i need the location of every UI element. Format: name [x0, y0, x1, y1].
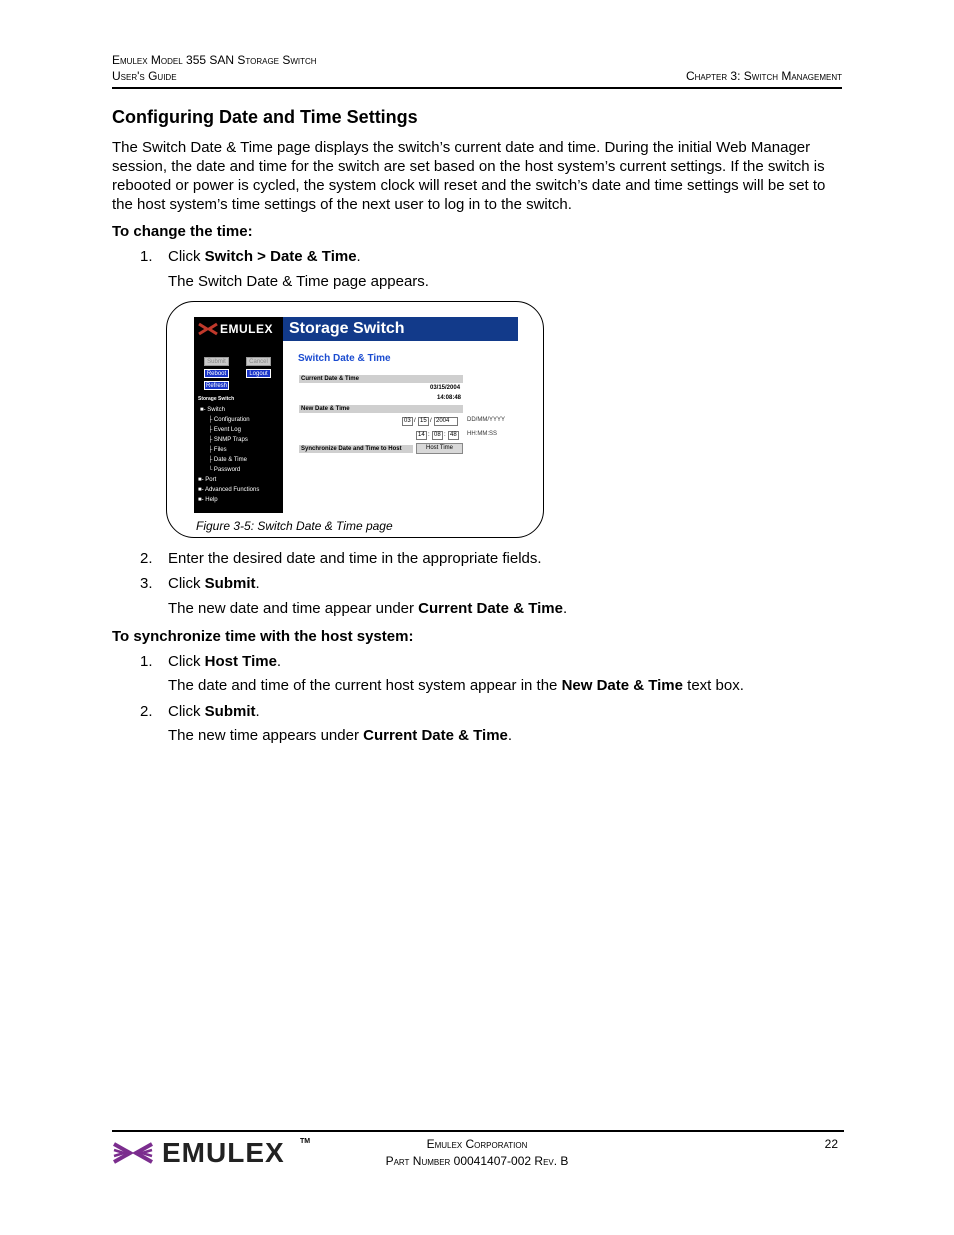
- switch-date-time-screenshot: [194, 317, 518, 513]
- page-number: 22: [824, 1137, 838, 1151]
- tree-item-files[interactable]: ├ Files: [208, 447, 227, 453]
- submit-button[interactable]: Submit: [204, 357, 229, 366]
- tree-root[interactable]: Storage Switch: [198, 396, 235, 402]
- section-title: Configuring Date and Time Settings: [112, 107, 418, 127]
- footer-part-number: Part Number 00041407-002 Rev. B: [385, 1154, 569, 1168]
- month-input[interactable]: 03: [402, 417, 413, 426]
- new-date-time-bar: New Date & Time: [299, 405, 463, 413]
- footer-logo-text: EMULEX: [162, 1137, 285, 1168]
- cancel-button[interactable]: Cancel: [246, 357, 271, 366]
- banner-logo: EMULEX: [194, 317, 283, 341]
- current-time: 14:08:48: [437, 395, 462, 401]
- second-input[interactable]: 48: [448, 431, 459, 440]
- tree-item-help[interactable]: ■- Help: [198, 497, 218, 503]
- current-date-time-bar: Current Date & Time: [299, 375, 463, 383]
- tree-item-configuration[interactable]: ├ Configuration: [208, 417, 250, 423]
- header-guide: User's Guide: [112, 69, 177, 83]
- sync-step-2-note: The new time appears under Current Date & Time.: [168, 727, 513, 744]
- date-sep-1: /: [414, 418, 416, 424]
- header-chapter: Chapter 3: Switch Management: [685, 69, 842, 83]
- change-step-3: 3. Click Submit.: [140, 575, 260, 592]
- date-sep-2: /: [430, 418, 432, 424]
- tree-item-date-time[interactable]: ├ Date & Time: [208, 457, 247, 463]
- sidebar: [194, 341, 283, 513]
- current-date: 03/15/2004: [430, 385, 461, 391]
- sync-bar: Synchronize Date and Time to Host: [299, 445, 413, 453]
- logout-button[interactable]: Logout: [246, 369, 271, 378]
- footer-logo-tm: TM: [300, 1138, 311, 1145]
- intro-paragraph: The Switch Date & Time page displays the switch’s current date and time. During the initial Web Manager session, the date and time for the switch are set based on the host system’s current settings. If the switch is rebooted or power is cycled, the system clock will reset and the switch’s date and time settings will be set to the host system’s time settings of the next user to log in to the switch.: [112, 139, 826, 213]
- year-input[interactable]: 2004: [434, 417, 458, 426]
- reboot-button[interactable]: Reboot: [204, 369, 229, 378]
- main-page-title: Switch Date & Time: [298, 353, 391, 364]
- time-sep-2: :: [444, 432, 446, 438]
- header-product: Emulex Model 355 SAN Storage Switch: [112, 53, 317, 67]
- change-step-1-note: The Switch Date & Time page appears.: [168, 273, 429, 290]
- banner: [194, 317, 518, 341]
- sync-heading: To synchronize time with the host system:: [112, 628, 414, 645]
- hour-input[interactable]: 14: [416, 431, 427, 440]
- time-format-hint: HH:MM:SS: [467, 431, 497, 437]
- footer-company: Emulex Corporation: [426, 1137, 528, 1151]
- change-step-3-note: The new date and time appear under Current Date & Time.: [168, 600, 568, 617]
- tree-item-snmp-traps[interactable]: ├ SNMP Traps: [208, 437, 248, 443]
- figure-caption: Figure 3-5: Switch Date & Time page: [196, 519, 393, 533]
- day-input[interactable]: 15: [418, 417, 429, 426]
- emulex-logo-icon: [197, 317, 219, 341]
- footer-rule: [112, 1130, 844, 1132]
- tree-item-port[interactable]: ■- Port: [198, 477, 217, 483]
- sync-step-1: 1. Click Host Time.: [140, 653, 282, 670]
- sync-step-2: 2. Click Submit.: [140, 703, 260, 720]
- host-time-button[interactable]: Host Time: [416, 443, 463, 454]
- tree-item-advanced-functions[interactable]: ■- Advanced Functions: [198, 487, 260, 493]
- change-time-heading: To change the time:: [112, 223, 253, 240]
- tree-item-switch[interactable]: ■- Switch: [200, 407, 225, 413]
- tree-item-password[interactable]: └ Password: [208, 467, 241, 473]
- header-left: [112, 52, 317, 84]
- tree-item-event-log[interactable]: ├ Event Log: [208, 427, 241, 433]
- date-format-hint: DD/MM/YYYY: [467, 417, 506, 423]
- banner-title: Storage Switch: [289, 320, 405, 337]
- refresh-button[interactable]: Refresh: [205, 383, 227, 389]
- minute-input[interactable]: 08: [432, 431, 443, 440]
- change-step-2: 2. Enter the desired date and time in the appropriate fields.: [140, 550, 542, 567]
- header-rule: [112, 87, 842, 89]
- sync-step-1-note: The date and time of the current host system appear in the New Date & Time text box.: [168, 677, 744, 694]
- change-step-1: 1. Click Switch > Date & Time.: [140, 248, 361, 265]
- time-sep-1: :: [428, 432, 430, 438]
